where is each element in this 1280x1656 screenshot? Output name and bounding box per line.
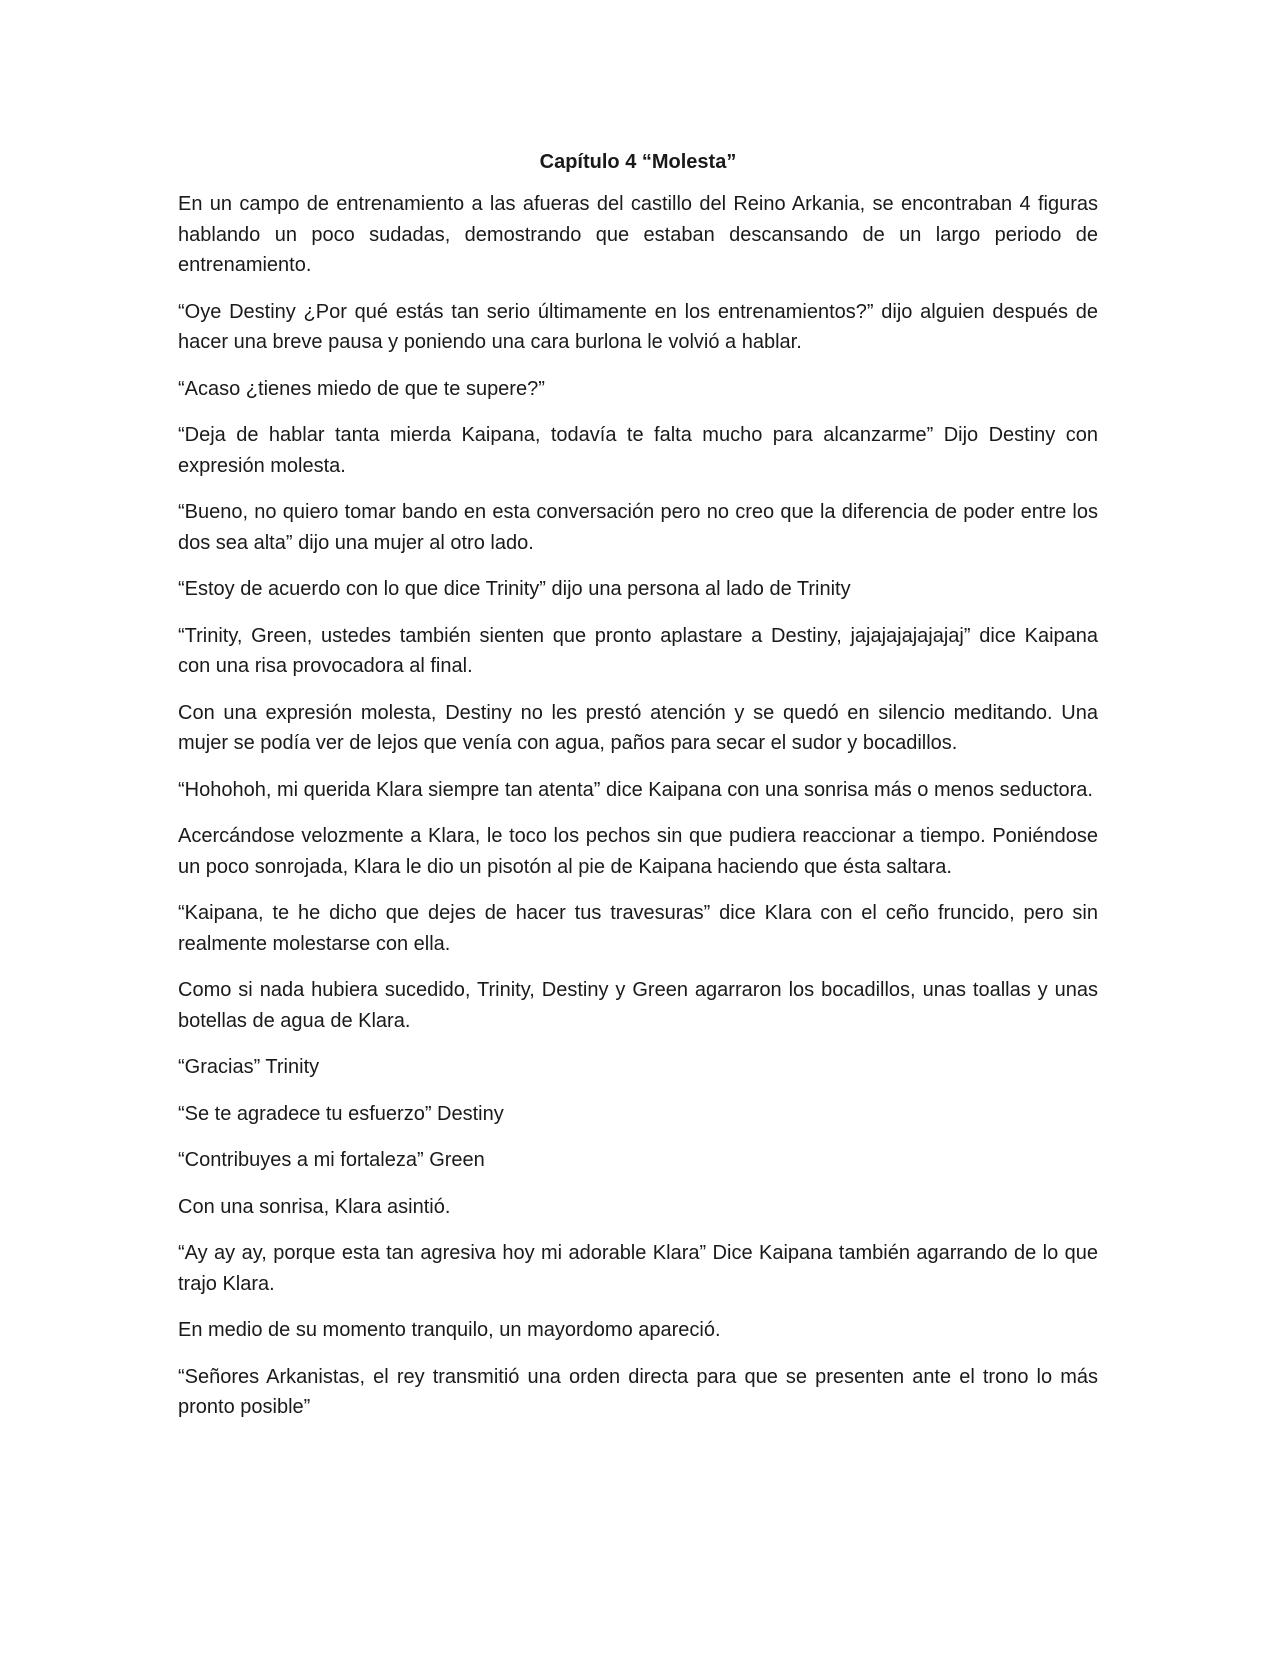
document-body	[178, 147, 1098, 1439]
paragraph: “Contribuyes a mi fortaleza” Green	[178, 1149, 485, 1171]
paragraph: “Deja de hablar tanta mierda Kaipana, todavía te falta mucho para alcanzarme” Dijo Destiny con expresión molesta.	[178, 424, 1098, 477]
paragraph: “Ay ay ay, porque esta tan agresiva hoy mi adorable Klara” Dice Kaipana también agarrando de lo que trajo Klara.	[178, 1242, 1098, 1295]
paragraph: “Bueno, no quiero tomar bando en esta conversación pero no creo que la diferencia de poder entre los dos sea alta” dijo una mujer al otro lado.	[178, 501, 1098, 554]
chapter-title: Capítulo 4 “Molesta”	[539, 151, 737, 173]
paragraph: Con una expresión molesta, Destiny no les prestó atención y se quedó en silencio meditando. Una mujer se podía ver de lejos que venía con agua, paños para secar el sudor y bocadillos.	[178, 701, 1098, 754]
paragraph: En medio de su momento tranquilo, un mayordomo apareció.	[178, 1319, 721, 1341]
paragraph: “Gracias” Trinity	[178, 1056, 320, 1078]
paragraph: “Trinity, Green, ustedes también sienten que pronto aplastare a Destiny, jajajajajajajaj” dice Kaipana con una risa provocadora al final.	[178, 624, 1098, 677]
paragraph: Como si nada hubiera sucedido, Trinity, Destiny y Green agarraron los bocadillos, unas toallas y unas botellas de agua de Klara.	[178, 979, 1098, 1032]
paragraph: “Kaipana, te he dicho que dejes de hacer tus travesuras” dice Klara con el ceño fruncido, pero sin realmente molestarse con ella.	[178, 902, 1098, 955]
paragraph: “Oye Destiny ¿Por qué estás tan serio últimamente en los entrenamientos?” dijo alguien después de hacer una breve pausa y poniendo una cara burlona le volvió a hablar.	[178, 300, 1098, 353]
paragraph: “Acaso ¿tienes miedo de que te supere?”	[178, 377, 545, 400]
paragraph: Acercándose velozmente a Klara, le toco los pechos sin que pudiera reaccionar a tiempo. Poniéndose un poco sonrojada, Klara le dio un pisotón al pie de Kaipana haciendo que ésta saltara.	[178, 825, 1098, 878]
paragraph: “Estoy de acuerdo con lo que dice Trinity” dijo una persona al lado de Trinity	[178, 578, 851, 600]
paragraph: “Hohohoh, mi querida Klara siempre tan atenta” dice Kaipana con una sonrisa más o menos seductora.	[178, 778, 1093, 801]
paragraph: “Señores Arkanistas, el rey transmitió una orden directa para que se presenten ante el trono lo más pronto posible”	[178, 1365, 1098, 1418]
paragraph: Con una sonrisa, Klara asintió.	[178, 1195, 451, 1218]
paragraph: En un campo de entrenamiento a las afueras del castillo del Reino Arkania, se encontraban 4 figuras hablando un poco sudadas, demostrando que estaban descansando de un largo periodo de entrenamiento.	[178, 193, 1098, 276]
paragraph: “Se te agradece tu esfuerzo” Destiny	[178, 1102, 504, 1125]
